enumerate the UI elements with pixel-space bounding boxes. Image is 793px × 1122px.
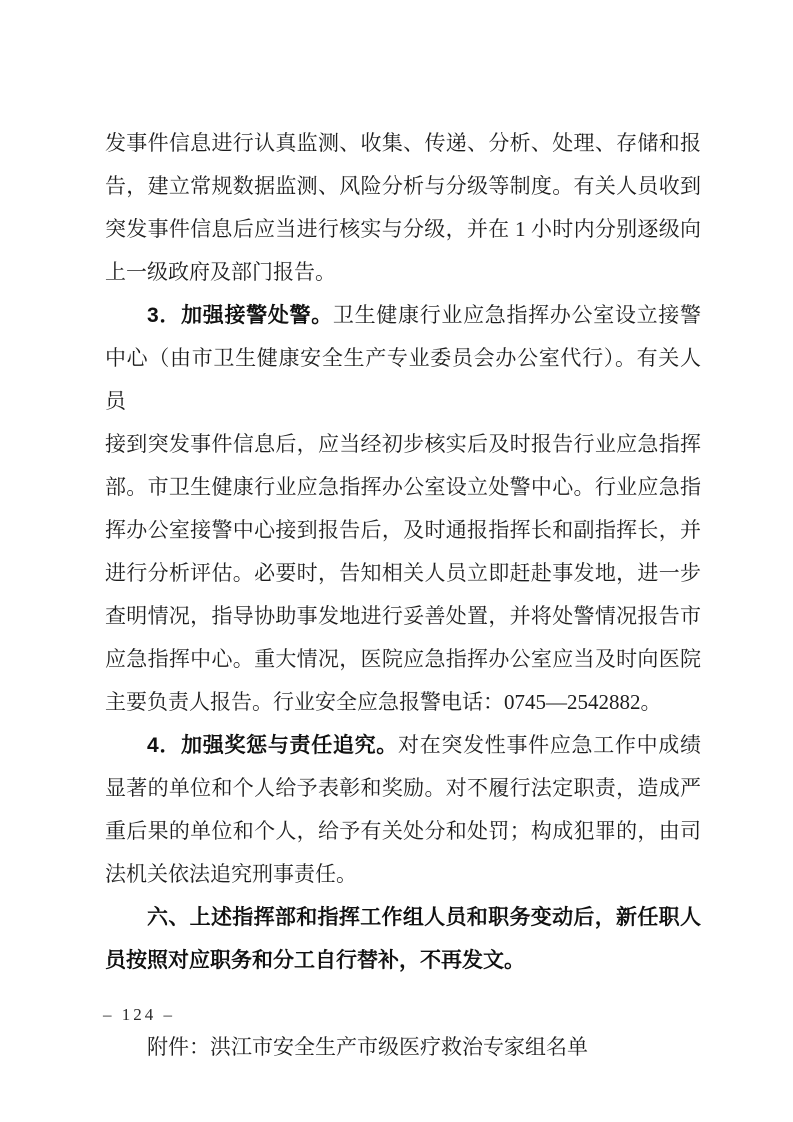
text-segment: 对在突发性事件应急工作中成绩 bbox=[398, 733, 702, 757]
text-line: 重后果的单位和个人，给予有关处分和处罚；构成犯罪的，由司 bbox=[105, 819, 701, 843]
text-line: 上一级政府及部门报告。 bbox=[105, 260, 336, 284]
document-body bbox=[105, 122, 701, 1069]
text-line: 告，建立常规数据监测、风险分析与分级等制度。有关人员收到 bbox=[105, 174, 701, 198]
text-line: 中心（由市卫生健康安全生产专业委员会办公室代行）。有关人员 bbox=[105, 346, 701, 413]
text-line: 查明情况，指导协助事发地进行妥善处置，并将处警情况报告市 bbox=[105, 604, 701, 628]
text-line: 挥办公室接警中心接到报告后，及时通报指挥长和副指挥长，并 bbox=[105, 518, 701, 542]
text-line: 法机关依法追究刑事责任。 bbox=[105, 862, 357, 886]
section-4-heading-line bbox=[105, 724, 701, 767]
text-line: 进行分析评估。必要时，告知相关人员立即赶赴事发地，进一步 bbox=[105, 561, 701, 585]
section-6-heading-line: 员按照对应职务和分工自行替补，不再发文。 bbox=[105, 949, 525, 972]
section-4-heading: 4．加强奖惩与责任追究。 bbox=[147, 734, 398, 757]
attachment-line: 附件：洪江市安全生产市级医疗救治专家组名单 bbox=[147, 1035, 588, 1059]
text-line: 突发事件信息后应当进行核实与分级，并在 1 小时内分别逐级向 bbox=[105, 217, 701, 241]
page-number: – 124 – bbox=[103, 1005, 175, 1024]
text-line: 部。市卫生健康行业应急指挥办公室设立处警中心。行业应急指 bbox=[105, 475, 701, 499]
text-line: 发事件信息进行认真监测、收集、传递、分析、处理、存储和报 bbox=[105, 131, 701, 155]
text-line: 应急指挥中心。重大情况，医院应急指挥办公室应当及时向医院 bbox=[105, 647, 701, 671]
emergency-phone-line: 主要负责人报告。行业安全应急报警电话：0745—2542882。 bbox=[105, 690, 662, 714]
section-3-heading-line bbox=[105, 294, 701, 337]
text-segment: 卫生健康行业应急指挥办公室设立接警 bbox=[332, 303, 702, 327]
text-line: 接到突发事件信息后，应当经初步核实后及时报告行业应急指挥 bbox=[105, 432, 701, 456]
text-line: 显著的单位和个人给予表彰和奖励。对不履行法定职责，造成严 bbox=[105, 776, 701, 800]
section-3-heading: 3．加强接警处警。 bbox=[147, 304, 333, 327]
section-6-heading-line: 六、上述指挥部和指挥工作组人员和职务变动后，新任职人 bbox=[147, 906, 701, 929]
